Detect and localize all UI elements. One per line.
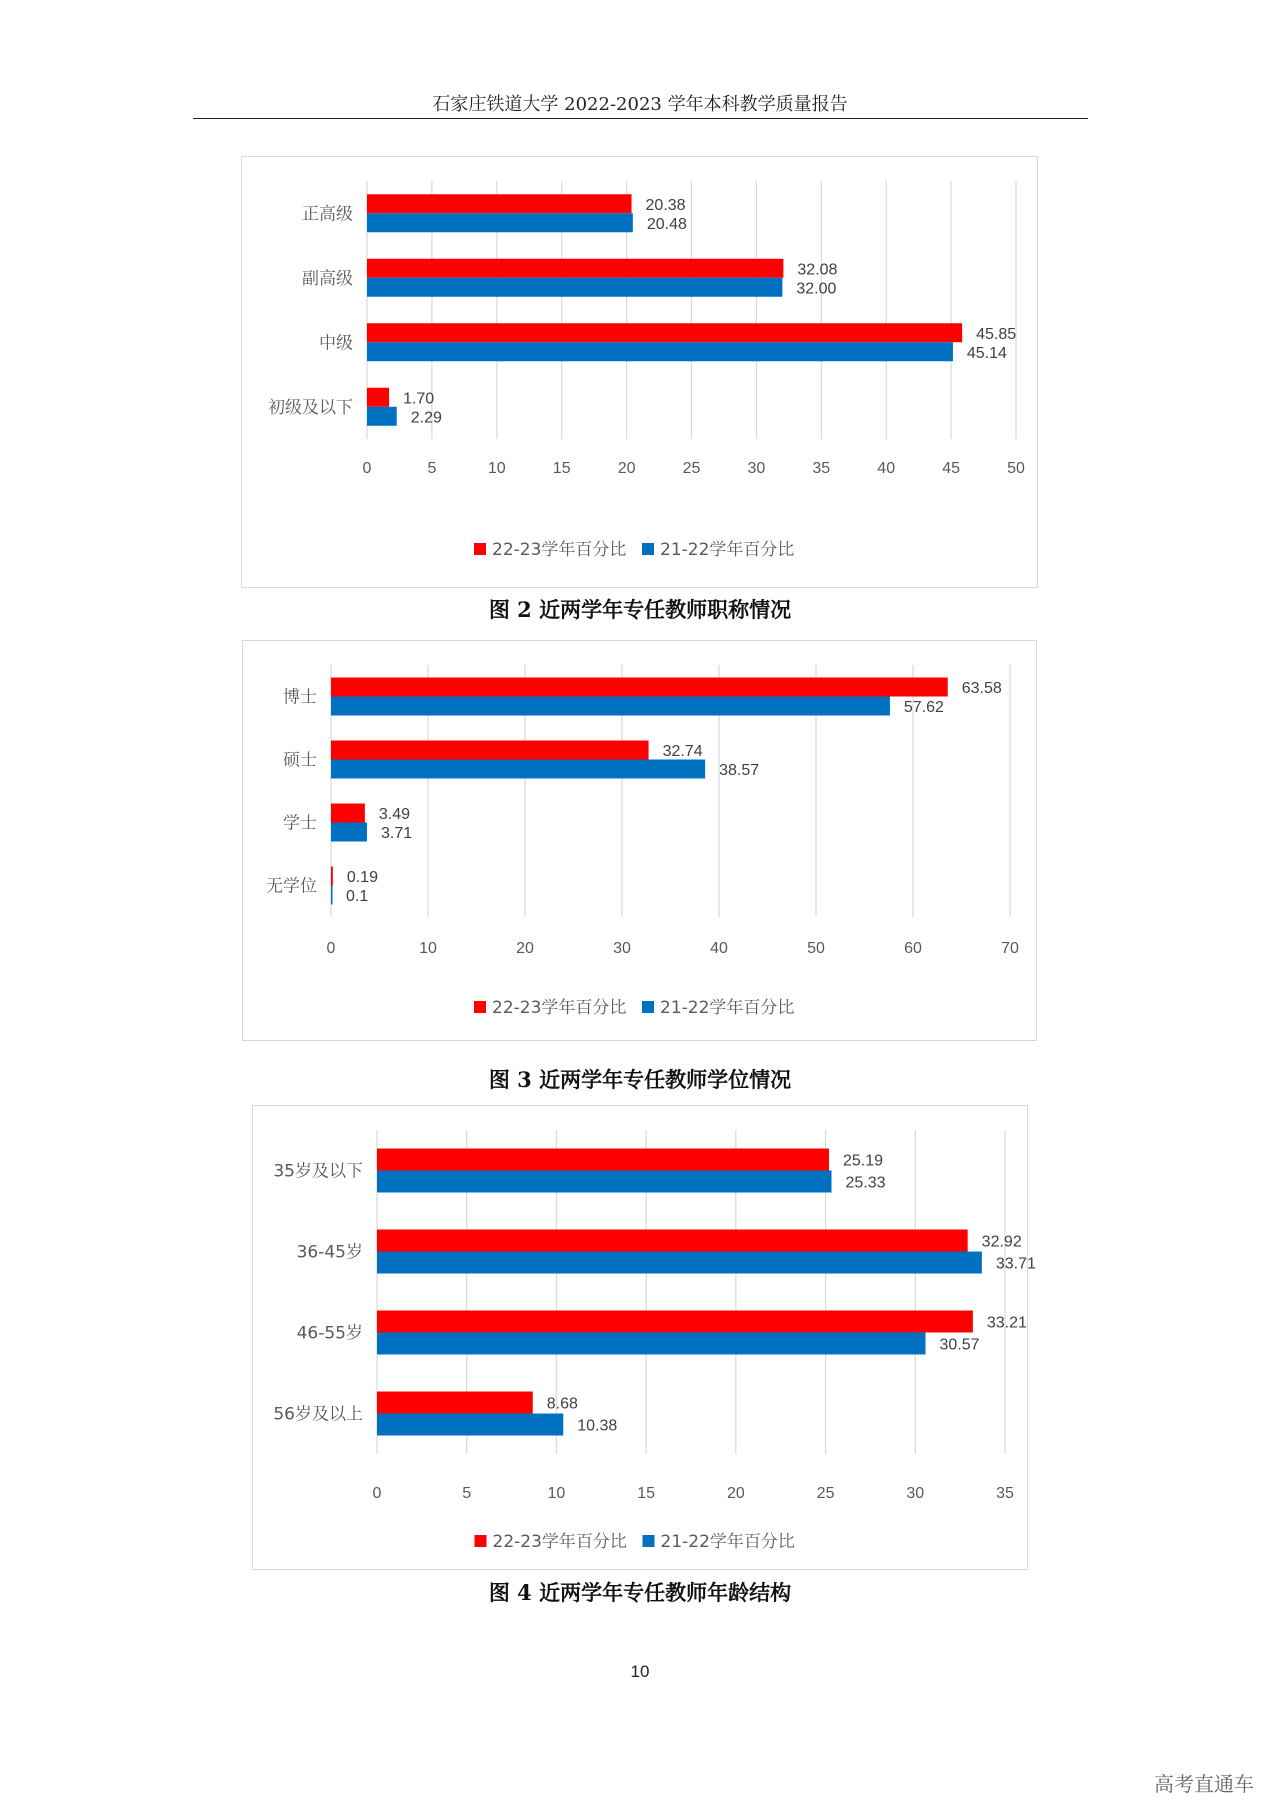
category-label: 中级 — [319, 333, 353, 354]
x-tick-label: 70 — [1001, 940, 1019, 957]
bar-series-22-23 — [377, 1311, 973, 1333]
x-tick-label: 25 — [682, 460, 701, 477]
category-label: 硕士 — [283, 750, 317, 771]
bar-series-21-22 — [367, 407, 397, 426]
bar-series-22-23 — [377, 1392, 533, 1414]
data-label: 33.71 — [995, 1255, 1036, 1273]
x-tick-label: 50 — [807, 940, 825, 957]
data-label: 32.92 — [981, 1233, 1022, 1251]
caption-figure-2: 图 2 近两学年专任教师职称情况 — [488, 597, 792, 622]
chart-title-rank — [241, 156, 1038, 588]
x-tick-label: 15 — [637, 1485, 656, 1502]
chart-svg — [253, 1106, 1036, 1568]
bar-series-21-22 — [367, 342, 953, 361]
x-tick-label: 10 — [419, 940, 437, 957]
bar-series-22-23 — [331, 741, 649, 760]
legend-label: 21-22学年百分比 — [660, 998, 795, 1018]
x-tick-label: 15 — [552, 460, 571, 477]
chart-age — [252, 1105, 1036, 1570]
bar-series-21-22 — [377, 1333, 926, 1355]
category-label: 博士 — [283, 687, 317, 708]
data-label: 33.21 — [986, 1314, 1027, 1332]
category-label: 46-55岁 — [296, 1323, 363, 1344]
data-label: 30.57 — [939, 1336, 980, 1354]
category-label: 学士 — [283, 813, 317, 834]
category-label: 56岁及以上 — [273, 1404, 363, 1425]
legend-swatch — [474, 1001, 486, 1013]
header-rule — [193, 118, 1088, 119]
data-label: 2.29 — [410, 409, 442, 427]
bar-series-22-23 — [377, 1149, 829, 1171]
legend-swatch — [474, 543, 486, 555]
data-label: 63.58 — [961, 680, 1002, 697]
x-tick-label: 30 — [613, 940, 631, 957]
data-label: 8.68 — [546, 1395, 578, 1413]
x-tick-label: 45 — [942, 460, 960, 477]
legend-swatch — [643, 1535, 655, 1547]
category-label: 副高级 — [302, 268, 353, 289]
page-header: 石家庄铁道大学 2022-2023 学年本科教学质量报告 — [432, 94, 848, 115]
category-label: 36-45岁 — [296, 1242, 363, 1263]
x-tick-label: 30 — [906, 1485, 925, 1502]
x-tick-label: 5 — [462, 1485, 472, 1502]
legend-label: 22-23学年百分比 — [492, 998, 627, 1018]
bar-series-22-23 — [367, 323, 962, 342]
data-label: 57.62 — [903, 699, 944, 716]
x-tick-label: 40 — [877, 460, 896, 477]
legend-swatch — [642, 543, 654, 555]
data-label: 25.33 — [845, 1174, 886, 1192]
chart-degree — [242, 640, 1037, 1041]
data-label: 20.38 — [645, 196, 686, 214]
bar-series-21-22 — [331, 886, 333, 905]
bar-series-21-22 — [367, 213, 633, 232]
bar-series-22-23 — [377, 1230, 968, 1252]
x-tick-label: 20 — [516, 940, 534, 957]
bar-series-21-22 — [331, 823, 367, 842]
legend-label: 21-22学年百分比 — [660, 540, 795, 560]
data-label: 32.08 — [797, 261, 838, 279]
data-label: 45.85 — [976, 325, 1017, 343]
data-label: 1.70 — [403, 390, 435, 408]
caption-figure-4: 图 4 近两学年专任教师年龄结构 — [488, 1580, 792, 1605]
data-label: 0.1 — [345, 888, 369, 905]
bar-series-21-22 — [377, 1171, 831, 1193]
watermark-text: 高考直通车 — [1154, 1772, 1254, 1796]
bar-series-21-22 — [377, 1252, 982, 1274]
legend-label: 22-23学年百分比 — [492, 1532, 627, 1552]
category-label: 无学位 — [266, 876, 317, 897]
legend-swatch — [475, 1535, 487, 1547]
bar-series-21-22 — [331, 760, 705, 779]
bar-series-22-23 — [367, 259, 783, 278]
bar-series-22-23 — [331, 804, 365, 823]
data-label: 3.71 — [380, 825, 413, 842]
x-tick-label: 35 — [996, 1485, 1014, 1502]
x-tick-label: 25 — [816, 1485, 835, 1502]
data-label: 45.14 — [966, 344, 1007, 362]
data-label: 3.49 — [378, 806, 410, 823]
bar-series-22-23 — [367, 194, 632, 213]
bar-series-21-22 — [331, 697, 890, 716]
data-label: 38.57 — [719, 762, 760, 779]
x-tick-label: 50 — [1007, 460, 1025, 477]
data-label: 32.00 — [796, 280, 837, 298]
bar-series-21-22 — [367, 278, 782, 297]
legend-swatch — [642, 1001, 654, 1013]
chart-svg — [242, 157, 1036, 586]
x-tick-label: 0 — [372, 1485, 382, 1502]
x-tick-label: 60 — [904, 940, 922, 957]
x-tick-label: 20 — [726, 1485, 745, 1502]
category-label: 初级及以下 — [268, 397, 353, 418]
x-tick-label: 35 — [812, 460, 831, 477]
bar-series-22-23 — [331, 867, 333, 886]
x-tick-label: 5 — [427, 460, 437, 477]
x-tick-label: 40 — [710, 940, 728, 957]
page-number: 10 — [630, 1662, 650, 1681]
bar-series-22-23 — [331, 678, 948, 697]
legend-label: 21-22学年百分比 — [660, 1532, 795, 1552]
legend-label: 22-23学年百分比 — [492, 540, 627, 560]
x-tick-label: 10 — [487, 460, 506, 477]
x-tick-label: 30 — [747, 460, 766, 477]
data-label: 25.19 — [842, 1152, 884, 1170]
data-label: 32.74 — [662, 743, 703, 760]
x-tick-label: 20 — [617, 460, 636, 477]
x-tick-label: 10 — [547, 1485, 566, 1502]
data-label: 0.19 — [346, 869, 378, 886]
bar-series-22-23 — [367, 388, 389, 407]
chart-svg — [243, 641, 1035, 1039]
x-tick-label: 0 — [326, 940, 336, 957]
caption-figure-3: 图 3 近两学年专任教师学位情况 — [488, 1067, 792, 1092]
bar-series-21-22 — [377, 1414, 563, 1436]
category-label: 正高级 — [302, 204, 353, 225]
data-label: 10.38 — [577, 1417, 618, 1435]
x-tick-label: 0 — [362, 460, 372, 477]
category-label: 35岁及以下 — [273, 1161, 363, 1182]
data-label: 20.48 — [646, 215, 687, 233]
